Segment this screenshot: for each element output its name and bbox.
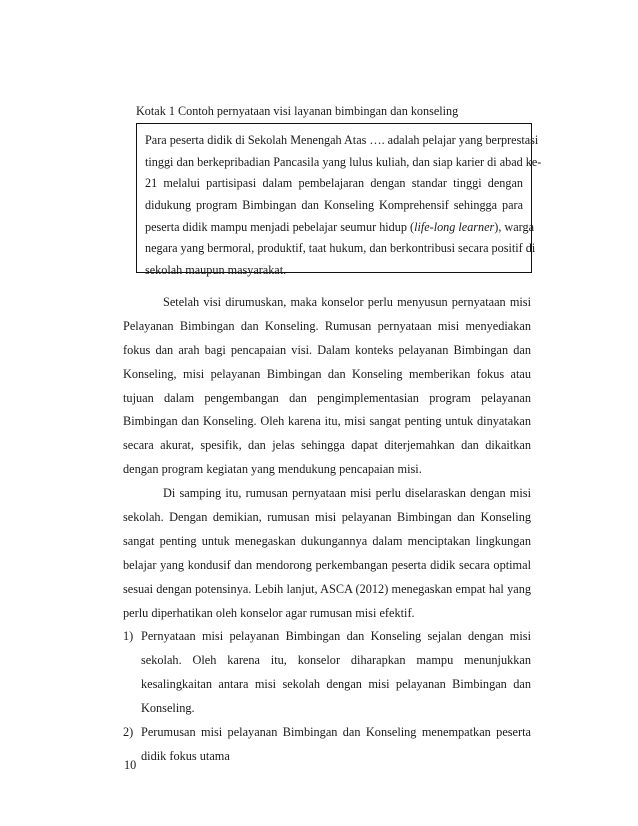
box-line-italic: life-long learner: [414, 219, 495, 234]
list-line: Konseling.: [141, 701, 195, 716]
body-text: [123, 291, 531, 769]
box-line: 21 melalui partisipasi dalam pembelajaran dengan standar tinggi dengan: [145, 176, 523, 191]
paragraph-2: [123, 482, 531, 625]
list-text: Pernyataan misi pelayanan Bimbingan dan Konseling sejalan dengan misi: [141, 629, 531, 644]
box-line-text: ), warga: [494, 219, 534, 234]
list-text: Perumusan misi pelayanan Bimbingan dan Konseling menempatkan peserta: [141, 725, 531, 740]
box-line: Para peserta didik di Sekolah Menengah Atas …. adalah pelajar yang berprestasi: [145, 133, 539, 147]
paragraph-line: fokus dan arah bagi pencapaian visi. Dalam konteks pelayanan Bimbingan dan: [123, 342, 531, 357]
paragraph-line: sesuai dengan potensinya. Lebih lanjut, ASCA (2012) menegaskan empat hal yang: [123, 581, 531, 596]
paragraph-line: belajar yang kondusif dan mendorong perkembangan peserta didik secara optimal: [123, 557, 531, 572]
paragraph-line: sangat penting untuk menegaskan dukungannya dalam menciptakan lingkungan: [123, 533, 531, 548]
list-line: kesalingkaitan antara misi sekolah dengan misi pelayanan Bimbingan dan: [141, 677, 531, 692]
paragraph-line: Di samping itu, rumusan pernyataan misi perlu diselaraskan dengan misi: [163, 486, 531, 501]
paragraph-line: Konseling, misi pelayanan Bimbingan dan Konseling memberikan fokus atau: [123, 366, 531, 381]
box-caption: Kotak 1 Contoh pernyataan visi layanan bimbingan dan konseling: [136, 104, 459, 118]
paragraph-line: tujuan dalam pengembangan dan pengimplementasian program pelayanan: [123, 390, 531, 405]
box-line: didukung program Bimbingan dan Konseling Komprehensif sehingga para: [145, 198, 523, 213]
page-number: 10: [124, 758, 137, 772]
paragraph-line: secara akurat, spesifik, dan jelas sehingga dapat diterjemahkan dan dikaitkan: [123, 438, 531, 453]
paragraph-line: dengan program kegiatan yang mendukung pencapaian misi.: [123, 462, 422, 477]
paragraph-line: sekolah. Dengan demikian, rumusan misi pelayanan Bimbingan dan Konseling: [123, 510, 531, 525]
list-number: 1): [123, 629, 134, 644]
vision-statement-box: [136, 123, 542, 278]
list-item-1: [123, 625, 531, 721]
list-item-2: [123, 721, 531, 769]
list-line: [123, 721, 531, 745]
list-line: didik fokus utama: [141, 748, 230, 763]
list-number: 2): [123, 725, 134, 740]
paragraph-line: Setelah visi dirumuskan, maka konselor perlu menyusun pernyataan misi: [163, 295, 531, 309]
box-line: [145, 217, 534, 239]
box-line-text: peserta didik mampu menjadi pebelajar seumur hidup (: [145, 219, 415, 234]
box-line: negara yang bermoral, produktif, taat hukum, dan berkontribusi secara positif di: [145, 241, 536, 256]
box-line: tinggi dan berkepribadian Pancasila yang lulus kuliah, dan siap karier di abad ke-: [145, 154, 542, 169]
paragraph-line: perlu diperhatikan oleh konselor agar rumusan misi efektif.: [123, 605, 415, 620]
list-line: [123, 625, 531, 649]
paragraph-1: [123, 291, 531, 482]
paragraph-line: Pelayanan Bimbingan dan Konseling. Rumusan pernyataan misi menyediakan: [123, 318, 531, 333]
list-line: sekolah. Oleh karena itu, konselor diharapkan mampu menunjukkan: [141, 653, 531, 668]
paragraph-line: Bimbingan dan Konseling. Oleh karena itu, misi sangat penting untuk dinyatakan: [123, 414, 531, 429]
box-line: sekolah maupun masyarakat.: [145, 263, 287, 278]
